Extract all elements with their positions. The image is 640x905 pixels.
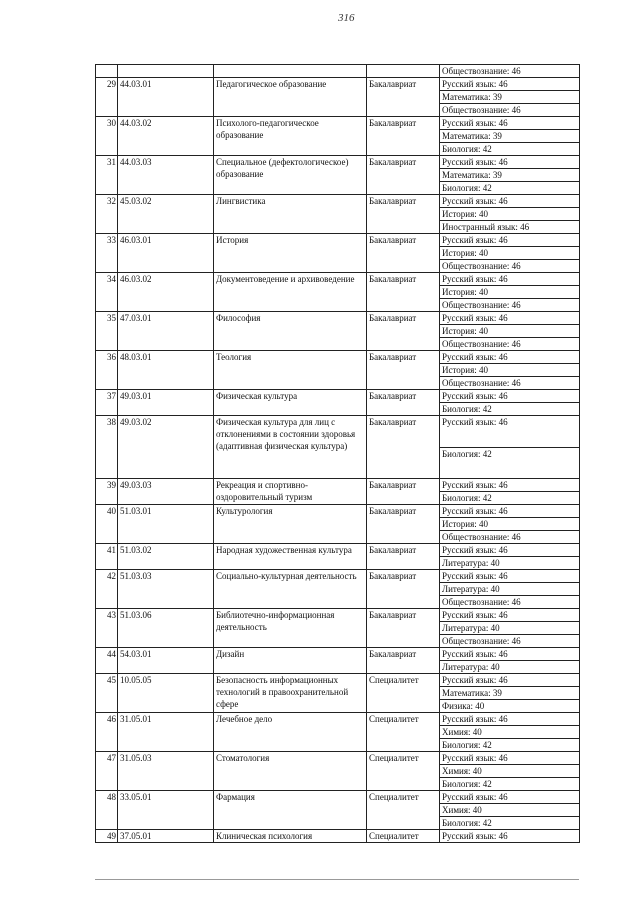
direction-code: 45.03.02 xyxy=(118,195,214,234)
subject-cell: Русский язык: 46 xyxy=(440,791,580,804)
table-row xyxy=(96,273,580,286)
table-row xyxy=(96,195,580,208)
subject-cell: Биология: 42 xyxy=(440,492,580,505)
subject-cell: Литература: 40 xyxy=(440,622,580,635)
table-row xyxy=(96,505,580,518)
direction-name: Народная художественная культура xyxy=(214,544,367,570)
table-row xyxy=(96,416,580,448)
subject-cell: Русский язык: 46 xyxy=(440,648,580,661)
education-level: Бакалавриат xyxy=(367,416,440,479)
direction-name: Социально-культурная деятельность xyxy=(214,570,367,609)
table-body xyxy=(96,65,580,843)
table-row xyxy=(96,312,580,325)
subject-cell: Математика: 39 xyxy=(440,130,580,143)
row-number: 48 xyxy=(96,791,118,830)
education-level: Бакалавриат xyxy=(367,390,440,416)
subject-cell: Русский язык: 46 xyxy=(440,830,580,843)
row-number: 37 xyxy=(96,390,118,416)
direction-code: 49.03.02 xyxy=(118,416,214,479)
direction-code: 44.03.03 xyxy=(118,156,214,195)
subject-cell: Русский язык: 46 xyxy=(440,390,580,403)
subject-cell: Физика: 40 xyxy=(440,700,580,713)
direction-code: 51.03.03 xyxy=(118,570,214,609)
table-row xyxy=(96,65,580,78)
row-number: 31 xyxy=(96,156,118,195)
education-level: Бакалавриат xyxy=(367,609,440,648)
subject-cell: История: 40 xyxy=(440,247,580,260)
table-row xyxy=(96,570,580,583)
row-number: 49 xyxy=(96,830,118,843)
subject-cell: Обществознание: 46 xyxy=(440,531,580,544)
table-row xyxy=(96,830,580,843)
education-level: Бакалавриат xyxy=(367,117,440,156)
subject-cell: Иностранный язык: 46 xyxy=(440,221,580,234)
subject-cell: Биология: 42 xyxy=(440,403,580,416)
direction-name: Физическая культура xyxy=(214,390,367,416)
direction-name: Фармация xyxy=(214,791,367,830)
subject-cell: Обществознание: 46 xyxy=(440,260,580,273)
subject-cell: Литература: 40 xyxy=(440,583,580,596)
subject-cell: Биология: 42 xyxy=(440,182,580,195)
subject-cell: Русский язык: 46 xyxy=(440,570,580,583)
subject-cell: История: 40 xyxy=(440,208,580,221)
subject-cell: Русский язык: 46 xyxy=(440,505,580,518)
direction-name: Стоматология xyxy=(214,752,367,791)
direction-name: Документоведение и архивоведение xyxy=(214,273,367,312)
row-number: 34 xyxy=(96,273,118,312)
subject-cell: Биология: 42 xyxy=(440,143,580,156)
direction-code: 44.03.02 xyxy=(118,117,214,156)
subject-cell: Химия: 40 xyxy=(440,765,580,778)
subject-cell: Химия: 40 xyxy=(440,726,580,739)
subject-cell: Биология: 42 xyxy=(440,817,580,830)
subject-cell: Русский язык: 46 xyxy=(440,609,580,622)
row-number: 29 xyxy=(96,78,118,117)
subject-cell: Обществознание: 46 xyxy=(440,104,580,117)
direction-code: 44.03.01 xyxy=(118,78,214,117)
direction-name: Теология xyxy=(214,351,367,390)
education-level: Специалитет xyxy=(367,752,440,791)
row-number: 43 xyxy=(96,609,118,648)
table-row xyxy=(96,752,580,765)
row-number: 46 xyxy=(96,713,118,752)
subject-cell: Русский язык: 46 xyxy=(440,752,580,765)
direction-name: Дизайн xyxy=(214,648,367,674)
education-level: Бакалавриат xyxy=(367,195,440,234)
subject-cell: Литература: 40 xyxy=(440,661,580,674)
direction-code: 10.05.05 xyxy=(118,674,214,713)
row-number: 44 xyxy=(96,648,118,674)
education-level: Бакалавриат xyxy=(367,505,440,544)
table-row xyxy=(96,351,580,364)
direction-name: Библиотечно-информационная деятельность xyxy=(214,609,367,648)
row-number: 38 xyxy=(96,416,118,479)
direction-name: Философия xyxy=(214,312,367,351)
subject-cell: Русский язык: 46 xyxy=(440,544,580,557)
subject-cell: Биология: 42 xyxy=(440,739,580,752)
admission-table xyxy=(95,64,580,843)
direction-code: 51.03.01 xyxy=(118,505,214,544)
direction-code: 54.03.01 xyxy=(118,648,214,674)
row-number: 30 xyxy=(96,117,118,156)
education-level: Специалитет xyxy=(367,674,440,713)
subject-cell: Обществознание: 46 xyxy=(440,299,580,312)
direction-name: Педагогическое образование xyxy=(214,78,367,117)
direction-code: 49.03.01 xyxy=(118,390,214,416)
page-bottom-rule xyxy=(95,879,579,880)
subject-cell: История: 40 xyxy=(440,325,580,338)
education-level: Специалитет xyxy=(367,713,440,752)
education-level: Бакалавриат xyxy=(367,234,440,273)
subject-cell: Русский язык: 46 xyxy=(440,674,580,687)
education-level: Бакалавриат xyxy=(367,273,440,312)
empty-cell xyxy=(118,65,214,78)
subject-cell: Русский язык: 46 xyxy=(440,234,580,247)
table-row xyxy=(96,713,580,726)
direction-code: 33.05.01 xyxy=(118,791,214,830)
education-level: Специалитет xyxy=(367,830,440,843)
subject-cell: Русский язык: 46 xyxy=(440,273,580,286)
row-number: 42 xyxy=(96,570,118,609)
row-number: 45 xyxy=(96,674,118,713)
table-row xyxy=(96,117,580,130)
direction-code: 48.03.01 xyxy=(118,351,214,390)
subject-cell: Математика: 39 xyxy=(440,91,580,104)
row-number: 33 xyxy=(96,234,118,273)
empty-cell xyxy=(214,65,367,78)
subject-cell: История: 40 xyxy=(440,286,580,299)
subject-cell: Обществознание: 46 xyxy=(440,635,580,648)
table-row xyxy=(96,648,580,661)
empty-cell xyxy=(96,65,118,78)
direction-code: 31.05.03 xyxy=(118,752,214,791)
direction-name: Лингвистика xyxy=(214,195,367,234)
subject-cell: Математика: 39 xyxy=(440,169,580,182)
subject-cell: История: 40 xyxy=(440,518,580,531)
education-level: Бакалавриат xyxy=(367,312,440,351)
education-level: Бакалавриат xyxy=(367,570,440,609)
education-level: Бакалавриат xyxy=(367,648,440,674)
subject-cell: Литература: 40 xyxy=(440,557,580,570)
table-row xyxy=(96,609,580,622)
subject-cell: Обществознание: 46 xyxy=(440,596,580,609)
direction-code: 46.03.01 xyxy=(118,234,214,273)
direction-name: Культурология xyxy=(214,505,367,544)
table-row xyxy=(96,544,580,557)
education-level: Бакалавриат xyxy=(367,351,440,390)
subject-cell: Русский язык: 46 xyxy=(440,78,580,91)
row-number: 36 xyxy=(96,351,118,390)
row-number: 41 xyxy=(96,544,118,570)
subject-cell: Русский язык: 46 xyxy=(440,416,580,448)
subject-cell: Обществознание: 46 xyxy=(440,377,580,390)
subject-cell: Русский язык: 46 xyxy=(440,351,580,364)
direction-code: 51.03.06 xyxy=(118,609,214,648)
subject-cell: Русский язык: 46 xyxy=(440,117,580,130)
row-number: 35 xyxy=(96,312,118,351)
row-number: 40 xyxy=(96,505,118,544)
subject-cell: Обществознание: 46 xyxy=(440,338,580,351)
direction-name: Клиническая психология xyxy=(214,830,367,843)
table-row xyxy=(96,78,580,91)
direction-name: Рекреация и спортивно-оздоровительный туризм xyxy=(214,479,367,505)
empty-cell xyxy=(367,65,440,78)
direction-code: 51.03.02 xyxy=(118,544,214,570)
direction-name: История xyxy=(214,234,367,273)
table-row xyxy=(96,234,580,247)
subject-cell: Русский язык: 46 xyxy=(440,479,580,492)
table-row xyxy=(96,674,580,687)
education-level: Бакалавриат xyxy=(367,156,440,195)
direction-name: Безопасность информационных технологий в правоохранительной сфере xyxy=(214,674,367,713)
subject-cell: Биология: 42 xyxy=(440,447,580,479)
subject-cell: Русский язык: 46 xyxy=(440,713,580,726)
direction-name: Лечебное дело xyxy=(214,713,367,752)
row-number: 32 xyxy=(96,195,118,234)
table-row xyxy=(96,479,580,492)
row-number: 47 xyxy=(96,752,118,791)
direction-code: 37.05.01 xyxy=(118,830,214,843)
direction-code: 31.05.01 xyxy=(118,713,214,752)
subject-cell: История: 40 xyxy=(440,364,580,377)
direction-name: Психолого-педагогическое образование xyxy=(214,117,367,156)
education-level: Специалитет xyxy=(367,791,440,830)
table-row xyxy=(96,791,580,804)
table-row xyxy=(96,156,580,169)
page-number: 316 xyxy=(338,12,355,24)
direction-code: 47.03.01 xyxy=(118,312,214,351)
direction-name: Специальное (дефектологическое) образование xyxy=(214,156,367,195)
row-number: 39 xyxy=(96,479,118,505)
subject-cell: Математика: 39 xyxy=(440,687,580,700)
table-row xyxy=(96,390,580,403)
subject-cell: Химия: 40 xyxy=(440,804,580,817)
subject-cell: Биология: 42 xyxy=(440,778,580,791)
direction-code: 46.03.02 xyxy=(118,273,214,312)
education-level: Бакалавриат xyxy=(367,78,440,117)
education-level: Бакалавриат xyxy=(367,544,440,570)
education-level: Бакалавриат xyxy=(367,479,440,505)
direction-name: Физическая культура для лиц с отклонениями в состоянии здоровья (адаптивная физическая культура) xyxy=(214,416,367,479)
subject-cell: Русский язык: 46 xyxy=(440,312,580,325)
subject-cell: Русский язык: 46 xyxy=(440,156,580,169)
subject-cell: Обществознание: 46 xyxy=(440,65,580,78)
subject-cell: Русский язык: 46 xyxy=(440,195,580,208)
direction-code: 49.03.03 xyxy=(118,479,214,505)
